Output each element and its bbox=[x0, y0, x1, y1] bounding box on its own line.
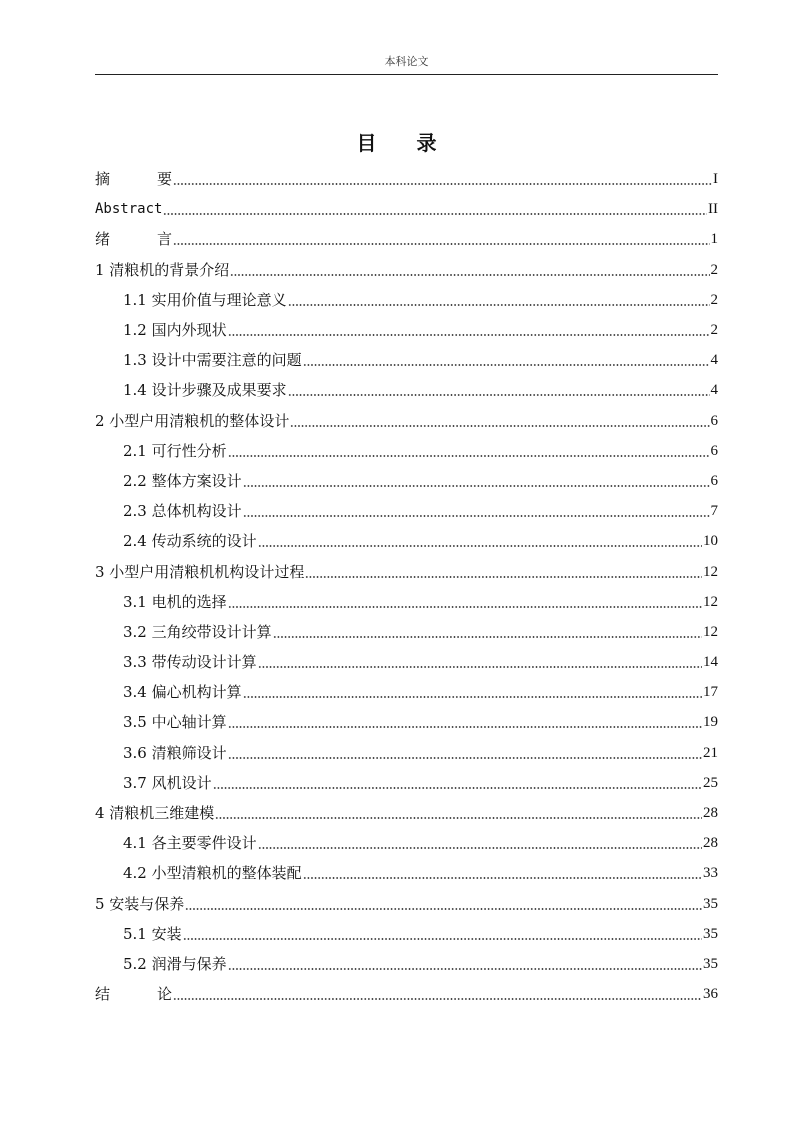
toc-entry[interactable] bbox=[95, 949, 718, 979]
toc-entry[interactable] bbox=[95, 556, 718, 586]
toc-entry-label: 3.2 三角绞带设计计算 bbox=[123, 622, 272, 641]
toc-entry-page-number: 33 bbox=[703, 865, 718, 882]
toc-entry-label: 5.1 安装 bbox=[123, 924, 182, 943]
toc-entry-page-number: 2 bbox=[710, 261, 718, 278]
toc-entry[interactable] bbox=[95, 164, 718, 194]
toc-entry-page-number: 19 bbox=[703, 714, 718, 731]
toc-dot-leader bbox=[173, 242, 709, 246]
toc-entry-label: 4.1 各主要零件设计 bbox=[123, 834, 257, 853]
toc-entry[interactable] bbox=[95, 375, 718, 405]
toc-entry-label: 4 清粮机三维建模 bbox=[95, 804, 215, 823]
toc-dot-leader bbox=[185, 907, 702, 911]
toc-title-char-2: 录 bbox=[416, 131, 437, 155]
toc-dot-leader bbox=[290, 424, 709, 428]
toc-entry-page-number: 21 bbox=[703, 744, 718, 761]
toc-entry-label: 3.5 中心轴计算 bbox=[123, 713, 227, 732]
toc-entry-label: 2 小型户用清粮机的整体设计 bbox=[95, 411, 290, 430]
toc-entry-label-part: 言 bbox=[157, 230, 173, 249]
toc-entry-page-number: 25 bbox=[703, 774, 718, 791]
toc-entry-label: 1.3 设计中需要注意的问题 bbox=[123, 351, 302, 370]
page-header bbox=[95, 54, 718, 75]
toc-entry-page-number: 35 bbox=[703, 925, 718, 942]
toc-dot-leader bbox=[183, 937, 702, 941]
toc-entry-page-number: 17 bbox=[703, 684, 718, 701]
toc-dot-leader bbox=[258, 665, 702, 669]
toc-entry-label-part: 摘 bbox=[95, 170, 111, 189]
toc-entry[interactable] bbox=[95, 345, 718, 375]
toc-dot-leader bbox=[273, 635, 702, 639]
toc-entry-label: 4.2 小型清粮机的整体装配 bbox=[123, 864, 302, 883]
toc-entry-label: 2.1 可行性分析 bbox=[123, 441, 227, 460]
toc-entry[interactable] bbox=[95, 677, 718, 707]
toc-entry-page-number: 6 bbox=[710, 412, 718, 429]
toc-entry[interactable] bbox=[95, 406, 718, 436]
toc-entry-page-number: 1 bbox=[710, 231, 718, 248]
toc-entry[interactable] bbox=[95, 496, 718, 526]
toc-entry-label: 3.7 风机设计 bbox=[123, 773, 212, 792]
toc-entry-label bbox=[95, 169, 172, 189]
toc-entry-page-number: 12 bbox=[703, 563, 718, 580]
toc-entry[interactable] bbox=[95, 858, 718, 888]
toc-entry[interactable] bbox=[95, 647, 718, 677]
toc-dot-leader bbox=[288, 393, 710, 397]
toc-entry-label: 3.3 带传动设计计算 bbox=[123, 653, 257, 672]
toc-entry-page-number: 6 bbox=[710, 472, 718, 489]
toc-entry-label-part: 论 bbox=[157, 985, 173, 1004]
toc-entry[interactable] bbox=[95, 255, 718, 285]
toc-dot-leader bbox=[230, 273, 709, 277]
toc-entry[interactable] bbox=[95, 224, 718, 254]
toc-dot-leader bbox=[258, 544, 702, 548]
toc-title bbox=[0, 130, 793, 156]
toc-entry-label: Abstract bbox=[95, 201, 163, 218]
toc-entry-page-number: 4 bbox=[710, 382, 718, 399]
toc-entry[interactable] bbox=[95, 738, 718, 768]
toc-entry-label: 2.4 传动系统的设计 bbox=[123, 532, 257, 551]
toc-dot-leader bbox=[228, 605, 702, 609]
toc-entry-label: 5 安装与保养 bbox=[95, 894, 185, 913]
toc-entry-label: 1 清粮机的背景介绍 bbox=[95, 260, 230, 279]
toc-entry-label: 3.6 清粮筛设计 bbox=[123, 743, 227, 762]
toc-dot-leader bbox=[288, 303, 710, 307]
toc-entry-page-number: 7 bbox=[710, 503, 718, 520]
toc-dot-leader bbox=[228, 756, 702, 760]
toc-dot-leader bbox=[258, 846, 702, 850]
toc-entry-page-number: 2 bbox=[710, 291, 718, 308]
toc-entry-page-number: 2 bbox=[710, 322, 718, 339]
toc-entry-label: 1.2 国内外现状 bbox=[123, 321, 227, 340]
toc-dot-leader bbox=[243, 514, 710, 518]
toc-entry-page-number: II bbox=[708, 201, 718, 218]
toc-entry-page-number: 4 bbox=[710, 352, 718, 369]
toc-dot-leader bbox=[243, 695, 702, 699]
toc-dot-leader bbox=[228, 454, 710, 458]
toc-entry-label: 2.2 整体方案设计 bbox=[123, 471, 242, 490]
toc-entry[interactable] bbox=[95, 526, 718, 556]
toc-entry-page-number: 36 bbox=[703, 986, 718, 1003]
toc-entry[interactable] bbox=[95, 768, 718, 798]
toc-entry-page-number: 28 bbox=[703, 835, 718, 852]
toc-dot-leader bbox=[215, 816, 702, 820]
toc-entry-label: 5.2 润滑与保养 bbox=[123, 954, 227, 973]
toc-title-char-1: 目 bbox=[356, 131, 377, 155]
toc-entry-label: 1.4 设计步骤及成果要求 bbox=[123, 381, 287, 400]
toc-entry[interactable] bbox=[95, 617, 718, 647]
table-of-contents bbox=[95, 164, 718, 1009]
toc-entry-label: 3.4 偏心机构计算 bbox=[123, 683, 242, 702]
toc-entry-label-part: 绪 bbox=[95, 230, 111, 249]
toc-entry-label: 1.1 实用价值与理论意义 bbox=[123, 290, 287, 309]
toc-entry[interactable] bbox=[95, 587, 718, 617]
toc-entry[interactable] bbox=[95, 798, 718, 828]
toc-dot-leader bbox=[228, 967, 702, 971]
toc-dot-leader bbox=[173, 182, 712, 186]
toc-dot-leader bbox=[303, 363, 710, 367]
toc-dot-leader bbox=[213, 786, 702, 790]
toc-dot-leader bbox=[173, 997, 702, 1001]
toc-entry[interactable] bbox=[95, 466, 718, 496]
toc-entry-label bbox=[95, 984, 172, 1004]
header-text: 本科论文 bbox=[384, 55, 429, 68]
toc-entry[interactable] bbox=[95, 979, 718, 1009]
toc-dot-leader bbox=[228, 333, 710, 337]
toc-entry-label-part: 要 bbox=[157, 170, 173, 189]
toc-dot-leader bbox=[243, 484, 710, 488]
toc-entry-page-number: 35 bbox=[703, 895, 718, 912]
toc-entry-label: 3 小型户用清粮机机构设计过程 bbox=[95, 562, 305, 581]
toc-dot-leader bbox=[228, 725, 702, 729]
toc-entry-label-part: 结 bbox=[95, 985, 111, 1004]
toc-entry[interactable] bbox=[95, 315, 718, 345]
toc-dot-leader bbox=[305, 575, 702, 579]
toc-entry-label: 2.3 总体机构设计 bbox=[123, 502, 242, 521]
toc-entry[interactable] bbox=[95, 828, 718, 858]
toc-entry[interactable] bbox=[95, 194, 718, 224]
toc-entry-page-number: 28 bbox=[703, 805, 718, 822]
toc-entry[interactable] bbox=[95, 285, 718, 315]
toc-dot-leader bbox=[303, 876, 702, 880]
toc-entry[interactable] bbox=[95, 707, 718, 737]
toc-entry-page-number: 14 bbox=[703, 654, 718, 671]
toc-entry-page-number: 35 bbox=[703, 955, 718, 972]
toc-entry-page-number: 12 bbox=[703, 623, 718, 640]
toc-entry[interactable] bbox=[95, 436, 718, 466]
toc-entry[interactable] bbox=[95, 919, 718, 949]
toc-entry-label: 3.1 电机的选择 bbox=[123, 592, 227, 611]
toc-entry-page-number: I bbox=[713, 171, 718, 188]
toc-entry[interactable] bbox=[95, 889, 718, 919]
toc-entry-page-number: 6 bbox=[710, 442, 718, 459]
toc-entry-label bbox=[95, 229, 172, 249]
toc-dot-leader bbox=[163, 212, 707, 216]
toc-entry-page-number: 10 bbox=[703, 533, 718, 550]
toc-entry-page-number: 12 bbox=[703, 593, 718, 610]
